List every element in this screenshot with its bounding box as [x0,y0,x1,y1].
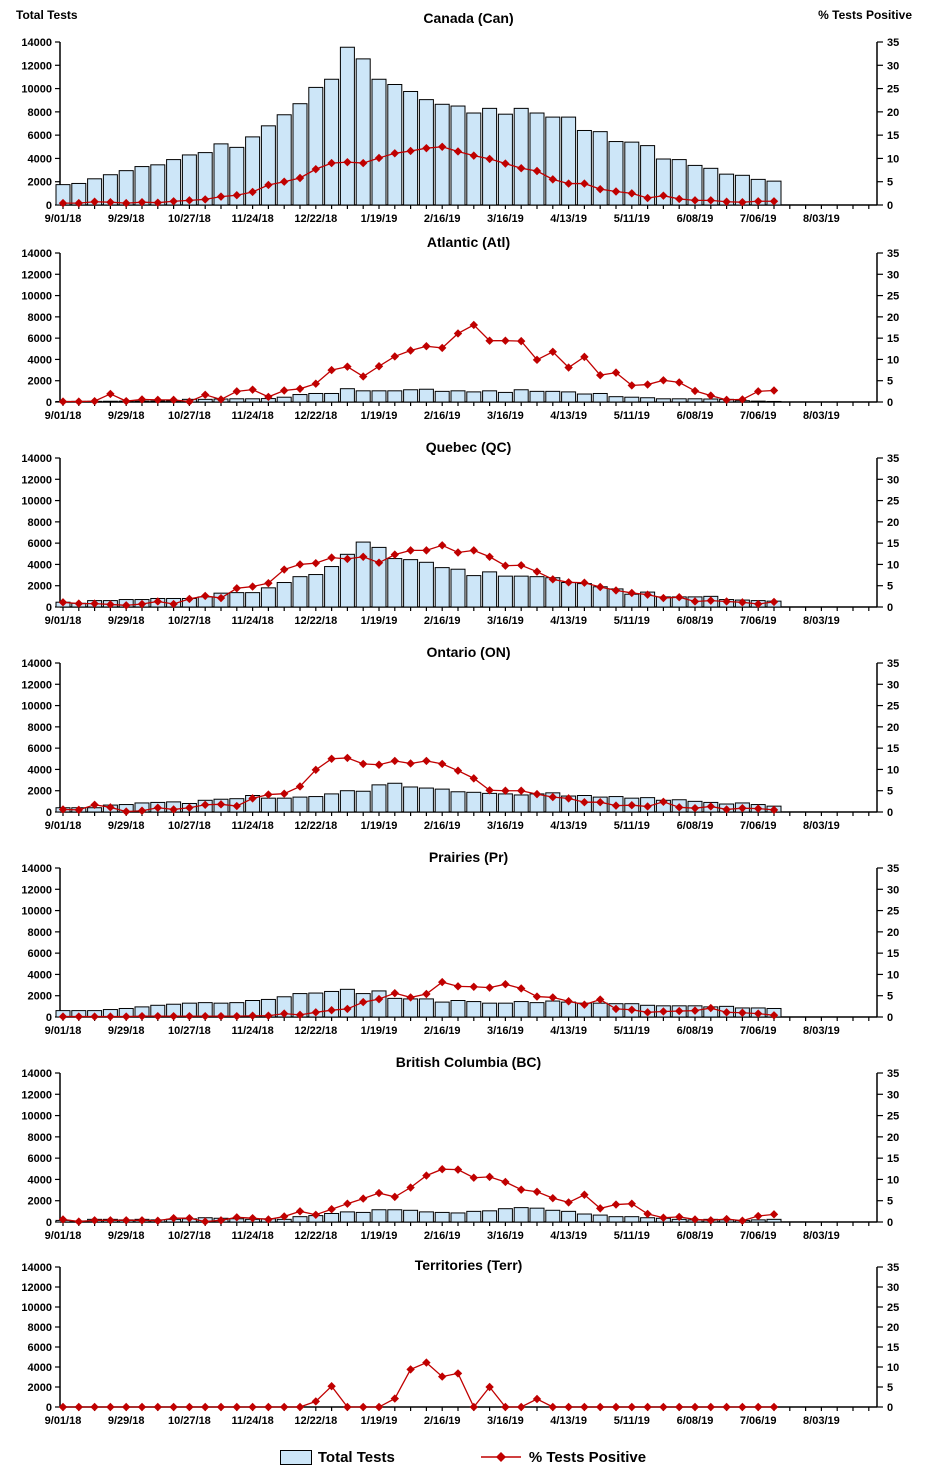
svg-text:6/08/19: 6/08/19 [676,410,714,422]
svg-text:0: 0 [45,1012,52,1024]
svg-text:35: 35 [887,248,900,260]
plot-atlantic [0,230,926,435]
total-tests-swatch-icon [280,1450,312,1465]
svg-text:11/24/18: 11/24/18 [231,213,274,225]
svg-text:9/29/18: 9/29/18 [107,1025,145,1037]
svg-text:5/11/19: 5/11/19 [613,1025,650,1037]
svg-text:12/22/18: 12/22/18 [294,1025,338,1037]
svg-text:6/08/19: 6/08/19 [676,1230,714,1242]
svg-text:14000: 14000 [21,37,52,49]
legend-pct-positive-label: % Tests Positive [528,1448,647,1466]
svg-text:4/13/19: 4/13/19 [550,615,587,627]
svg-text:14000: 14000 [21,248,52,260]
svg-text:5/11/19: 5/11/19 [613,410,650,422]
svg-text:2000: 2000 [27,176,52,189]
svg-text:35: 35 [887,1068,900,1080]
svg-text:10/27/18: 10/27/18 [167,615,211,627]
panel-title-territories: Territories (Terr) [414,1257,523,1273]
svg-text:4000: 4000 [27,1362,52,1374]
legend-item-total-tests [280,1449,395,1466]
svg-text:10: 10 [887,764,900,777]
svg-text:8000: 8000 [27,1322,52,1334]
svg-text:20: 20 [887,926,900,939]
svg-text:1/19/19: 1/19/19 [360,820,398,832]
svg-text:10/27/18: 10/27/18 [167,820,211,832]
svg-text:5: 5 [887,375,894,388]
svg-text:0: 0 [45,1217,52,1229]
svg-text:20: 20 [887,1322,900,1334]
svg-text:0: 0 [887,397,894,409]
svg-text:0: 0 [887,1402,894,1414]
plot-prairies [0,845,926,1050]
panel-title-quebec: Quebec (QC) [425,439,512,455]
svg-text:6/08/19: 6/08/19 [676,615,714,627]
svg-text:6000: 6000 [27,1153,52,1166]
svg-text:3/16/19: 3/16/19 [487,410,524,422]
svg-text:2/16/19: 2/16/19 [423,410,461,422]
legend-item-pct-positive [479,1449,646,1466]
svg-text:0: 0 [45,397,52,409]
svg-text:1/19/19: 1/19/19 [360,1415,398,1427]
svg-text:9/01/18: 9/01/18 [44,615,82,627]
svg-text:2/16/19: 2/16/19 [423,1025,461,1037]
svg-text:10000: 10000 [21,905,52,918]
svg-text:4/13/19: 4/13/19 [550,820,587,832]
svg-text:11/24/18: 11/24/18 [231,410,274,422]
svg-text:30: 30 [887,1282,900,1294]
svg-text:9/29/18: 9/29/18 [107,410,145,422]
svg-text:12000: 12000 [21,60,52,73]
svg-text:4/13/19: 4/13/19 [550,410,587,422]
chart-panel-quebec [0,435,926,640]
svg-text:2/16/19: 2/16/19 [423,213,461,225]
svg-text:25: 25 [887,700,900,713]
svg-text:4/13/19: 4/13/19 [550,213,587,225]
svg-text:10/27/18: 10/27/18 [167,1230,211,1242]
svg-text:35: 35 [887,863,900,875]
plot-territories [0,1255,926,1440]
chart-panel-british-columbia [0,1050,926,1255]
svg-text:25: 25 [887,290,900,303]
pct-positive-line-icon [479,1451,523,1463]
svg-text:9/29/18: 9/29/18 [107,820,145,832]
svg-text:15: 15 [887,948,900,961]
svg-text:2000: 2000 [27,375,52,388]
svg-text:3/16/19: 3/16/19 [487,615,524,627]
svg-text:10/27/18: 10/27/18 [167,1025,211,1037]
svg-text:20: 20 [887,721,900,734]
svg-text:35: 35 [887,658,900,670]
svg-text:1/19/19: 1/19/19 [360,615,398,627]
svg-text:0: 0 [887,807,894,819]
svg-text:8/03/19: 8/03/19 [803,820,840,832]
svg-text:8000: 8000 [27,516,52,529]
svg-text:6000: 6000 [27,538,52,551]
svg-text:2000: 2000 [27,580,52,593]
svg-text:9/29/18: 9/29/18 [107,1415,145,1427]
svg-text:6000: 6000 [27,1342,52,1354]
svg-text:5: 5 [887,1195,894,1208]
svg-text:30: 30 [887,474,900,487]
svg-text:11/24/18: 11/24/18 [231,615,274,627]
legend-total-tests-label: Total Tests [317,1448,395,1466]
svg-text:3/16/19: 3/16/19 [487,1230,524,1242]
svg-text:10: 10 [887,1174,900,1187]
svg-text:2000: 2000 [27,1195,52,1208]
svg-text:5/11/19: 5/11/19 [613,1415,650,1427]
svg-text:8/03/19: 8/03/19 [803,410,840,422]
svg-text:7/06/19: 7/06/19 [739,410,777,422]
svg-text:12000: 12000 [21,884,52,897]
svg-text:6/08/19: 6/08/19 [676,1025,714,1037]
svg-text:4/13/19: 4/13/19 [550,1025,587,1037]
svg-text:20: 20 [887,1131,900,1144]
svg-text:2000: 2000 [27,990,52,1003]
svg-text:4/13/19: 4/13/19 [550,1415,587,1427]
svg-text:12/22/18: 12/22/18 [294,1415,338,1427]
svg-text:4000: 4000 [27,354,52,367]
svg-text:5: 5 [887,785,894,798]
svg-text:5/11/19: 5/11/19 [613,213,650,225]
svg-text:25: 25 [887,83,900,96]
svg-text:2000: 2000 [27,1382,52,1394]
svg-text:10000: 10000 [21,290,52,303]
svg-text:30: 30 [887,679,900,692]
svg-text:15: 15 [887,743,900,756]
svg-text:8/03/19: 8/03/19 [803,1415,840,1427]
svg-text:2/16/19: 2/16/19 [423,1230,461,1242]
svg-text:12000: 12000 [21,269,52,282]
svg-text:12/22/18: 12/22/18 [294,410,338,422]
svg-text:10/27/18: 10/27/18 [167,410,211,422]
svg-text:12/22/18: 12/22/18 [294,213,338,225]
svg-text:8000: 8000 [27,721,52,734]
svg-text:9/01/18: 9/01/18 [44,1230,82,1242]
svg-text:35: 35 [887,37,900,49]
panel-title-ontario: Ontario (ON) [426,644,511,660]
svg-text:11/24/18: 11/24/18 [231,820,274,832]
svg-text:25: 25 [887,905,900,918]
svg-text:5: 5 [887,990,894,1003]
svg-text:11/24/18: 11/24/18 [231,1025,274,1037]
svg-text:6/08/19: 6/08/19 [676,1415,714,1427]
chart-panel-canada [0,0,926,230]
svg-text:1/19/19: 1/19/19 [360,213,398,225]
svg-text:9/29/18: 9/29/18 [107,615,145,627]
svg-text:10000: 10000 [21,495,52,508]
svg-text:9/29/18: 9/29/18 [107,213,145,225]
chart-panel-atlantic [0,230,926,435]
plot-canada [0,0,926,230]
svg-text:3/16/19: 3/16/19 [487,820,524,832]
chart-panel-ontario [0,640,926,845]
svg-text:6000: 6000 [27,948,52,961]
svg-text:7/06/19: 7/06/19 [739,213,777,225]
svg-text:4000: 4000 [27,969,52,982]
left-axis-title: Total Tests [16,8,78,22]
svg-text:15: 15 [887,538,900,551]
svg-text:8000: 8000 [27,1131,52,1144]
right-axis-title: % Tests Positive [818,8,912,22]
svg-text:11/24/18: 11/24/18 [231,1230,274,1242]
svg-text:25: 25 [887,1110,900,1123]
svg-text:9/01/18: 9/01/18 [44,410,82,422]
panel-title-canada: Canada (Can) [423,10,514,26]
svg-text:14000: 14000 [21,658,52,670]
svg-text:35: 35 [887,1262,900,1274]
plot-british-columbia [0,1050,926,1255]
svg-text:0: 0 [45,200,52,212]
svg-text:15: 15 [887,130,900,143]
svg-text:14000: 14000 [21,1068,52,1080]
svg-text:6/08/19: 6/08/19 [676,820,714,832]
svg-text:5/11/19: 5/11/19 [613,820,650,832]
svg-text:3/16/19: 3/16/19 [487,1415,524,1427]
svg-text:5: 5 [887,580,894,593]
svg-text:0: 0 [45,602,52,614]
svg-text:7/06/19: 7/06/19 [739,1025,777,1037]
svg-text:10000: 10000 [21,700,52,713]
svg-text:8000: 8000 [27,926,52,939]
svg-text:12/22/18: 12/22/18 [294,615,338,627]
chart-panel-territories [0,1255,926,1440]
svg-text:9/01/18: 9/01/18 [44,213,82,225]
svg-text:10: 10 [887,153,900,166]
plot-ontario [0,640,926,845]
svg-text:6000: 6000 [27,743,52,756]
svg-text:7/06/19: 7/06/19 [739,615,777,627]
svg-text:0: 0 [45,807,52,819]
svg-text:10: 10 [887,559,900,572]
svg-text:12000: 12000 [21,474,52,487]
svg-text:5: 5 [887,1382,894,1394]
svg-text:8000: 8000 [27,106,52,119]
svg-text:5: 5 [887,176,894,189]
svg-text:20: 20 [887,516,900,529]
svg-text:25: 25 [887,1302,900,1314]
svg-text:30: 30 [887,1089,900,1102]
svg-text:10000: 10000 [21,1302,52,1314]
svg-text:1/19/19: 1/19/19 [360,410,398,422]
svg-text:12000: 12000 [21,1089,52,1102]
svg-text:2000: 2000 [27,785,52,798]
svg-text:10000: 10000 [21,1110,52,1123]
svg-text:6000: 6000 [27,130,52,143]
svg-text:8/03/19: 8/03/19 [803,213,840,225]
svg-text:20: 20 [887,106,900,119]
svg-text:8/03/19: 8/03/19 [803,1230,840,1242]
svg-text:15: 15 [887,333,900,346]
svg-text:25: 25 [887,495,900,508]
svg-text:1/19/19: 1/19/19 [360,1025,398,1037]
svg-text:12/22/18: 12/22/18 [294,1230,338,1242]
svg-text:9/01/18: 9/01/18 [44,820,82,832]
svg-text:10/27/18: 10/27/18 [167,1415,211,1427]
svg-text:0: 0 [887,200,894,212]
panel-title-prairies: Prairies (Pr) [428,849,509,865]
svg-text:12/22/18: 12/22/18 [294,820,338,832]
svg-text:8000: 8000 [27,311,52,324]
svg-text:35: 35 [887,453,900,465]
svg-text:8/03/19: 8/03/19 [803,615,840,627]
svg-text:1/19/19: 1/19/19 [360,1230,398,1242]
svg-text:4/13/19: 4/13/19 [550,1230,587,1242]
plot-quebec [0,435,926,640]
svg-text:5/11/19: 5/11/19 [613,1230,650,1242]
svg-text:4000: 4000 [27,559,52,572]
svg-text:2/16/19: 2/16/19 [423,615,461,627]
svg-text:10000: 10000 [21,83,52,96]
svg-text:3/16/19: 3/16/19 [487,1025,524,1037]
svg-text:30: 30 [887,269,900,282]
svg-text:2/16/19: 2/16/19 [423,820,461,832]
svg-text:12000: 12000 [21,679,52,692]
svg-text:2/16/19: 2/16/19 [423,1415,461,1427]
svg-text:30: 30 [887,60,900,73]
svg-text:30: 30 [887,884,900,897]
svg-text:9/01/18: 9/01/18 [44,1025,82,1037]
svg-text:6000: 6000 [27,333,52,346]
svg-text:14000: 14000 [21,863,52,875]
svg-text:6/08/19: 6/08/19 [676,213,714,225]
svg-text:20: 20 [887,311,900,324]
svg-text:0: 0 [887,602,894,614]
svg-text:7/06/19: 7/06/19 [739,820,777,832]
svg-text:8/03/19: 8/03/19 [803,1025,840,1037]
svg-text:5/11/19: 5/11/19 [613,615,650,627]
svg-text:10/27/18: 10/27/18 [167,213,211,225]
legend [0,1440,926,1474]
svg-text:14000: 14000 [21,453,52,465]
svg-text:4000: 4000 [27,764,52,777]
svg-text:14000: 14000 [21,1262,52,1274]
svg-text:4000: 4000 [27,1174,52,1187]
panel-title-atlantic: Atlantic (Atl) [426,234,511,250]
svg-text:10: 10 [887,969,900,982]
svg-text:9/01/18: 9/01/18 [44,1415,82,1427]
svg-text:0: 0 [45,1402,52,1414]
svg-text:3/16/19: 3/16/19 [487,213,524,225]
svg-text:9/29/18: 9/29/18 [107,1230,145,1242]
svg-text:0: 0 [887,1217,894,1229]
svg-text:15: 15 [887,1342,900,1354]
svg-text:10: 10 [887,354,900,367]
chart-panel-prairies [0,845,926,1050]
svg-text:4000: 4000 [27,153,52,166]
svg-text:7/06/19: 7/06/19 [739,1230,777,1242]
svg-text:10: 10 [887,1362,900,1374]
svg-text:11/24/18: 11/24/18 [231,1415,274,1427]
svg-text:7/06/19: 7/06/19 [739,1415,777,1427]
svg-text:12000: 12000 [21,1282,52,1294]
panel-title-british-columbia: British Columbia (BC) [395,1054,542,1070]
svg-text:15: 15 [887,1153,900,1166]
svg-text:0: 0 [887,1012,894,1024]
